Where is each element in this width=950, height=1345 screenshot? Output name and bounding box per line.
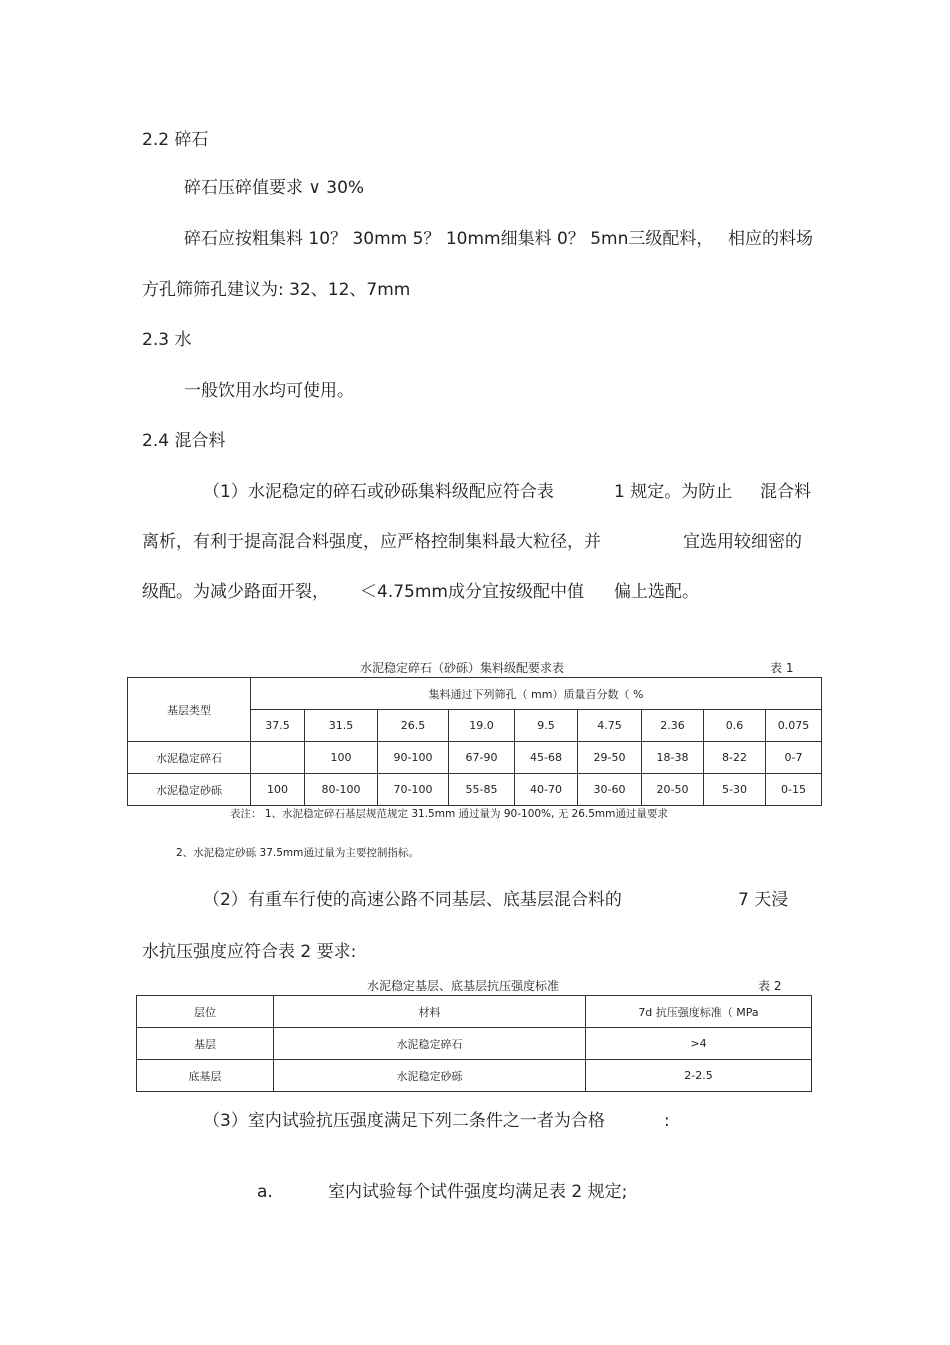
mix-para1-line3-mid: ＜4.75mm成分宜按级配中值 [360,582,584,602]
table-cell: 8-22 [704,742,766,774]
table1-note-1: 表注： 1、水泥稳定碎石基层规范规定 31.5mm 通过量为 90-100%, 无 26.5mm通过量要求 [230,808,668,820]
table-cell: 30-60 [578,774,642,806]
type-header: 基层类型 [128,678,251,742]
table-cell: 67-90 [449,742,515,774]
criteria-para: （3）室内试验抗压强度满足下列二条件之一者为合格 [203,1111,605,1131]
section-heading-2-2: 2.2 碎石 [142,130,209,150]
table-cell: 90-100 [378,742,449,774]
strength-para-line1-end: 7 天浸 [738,890,789,910]
section-heading-2-3: 2.3 水 [142,330,192,350]
table-cell: 29-50 [578,742,642,774]
table-cell: 2-2.5 [586,1060,812,1092]
mix-para1-line1-end: 混合料 [760,482,811,502]
strength-para-line1: （2）有重车行使的高速公路不同基层、底基层混合料的 [203,890,622,910]
strength-table [136,995,812,1092]
table-row [128,742,822,774]
sieve-size-cell: 4.75 [578,710,642,742]
grading-table [127,677,822,806]
table-cell: 20-50 [642,774,704,806]
list-item-marker: a. [257,1182,273,1202]
sieve-size-cell: 19.0 [449,710,515,742]
table-header-row [137,996,812,1028]
table-cell: 40-70 [515,774,578,806]
table-cell: 55-85 [449,774,515,806]
sieve-size-cell: 37.5 [251,710,305,742]
table-cell: 5-30 [704,774,766,806]
sieve-size-cell: 9.5 [515,710,578,742]
table-row [128,774,822,806]
water-text: 一般饮用水均可使用。 [184,381,354,401]
table-cell: 水泥稳定碎石 [274,1028,586,1060]
grading-text-line2: 方孔筛筛孔建议为: 32、12、7mm [142,280,411,300]
table-cell: 0-15 [766,774,822,806]
table-cell: 水泥稳定砂砾 [274,1060,586,1092]
sieve-size-cell: 31.5 [305,710,378,742]
column-header: 材料 [274,996,586,1028]
row-label: 水泥稳定砂砾 [128,774,251,806]
strength-para-line2: 水抗压强度应符合表 2 要求: [142,942,357,962]
sieve-span-header: 集料通过下列筛孔（ mm）质量百分数（ % [251,678,822,710]
sieve-size-cell: 0.075 [766,710,822,742]
row-label: 水泥稳定碎石 [128,742,251,774]
mix-para1-line1-mid: 1 规定。为防止 [614,482,733,502]
table-cell: 底基层 [137,1060,274,1092]
mix-para1-line2: 离析，有利于提高混合料强度，应严格控制集料最大粒径，并 [142,532,601,552]
sieve-size-cell: 26.5 [378,710,449,742]
table-cell: 0-7 [766,742,822,774]
table-row [137,1028,812,1060]
table-cell: >4 [586,1028,812,1060]
table1-number: 表 1 [770,661,794,675]
table-cell: 70-100 [378,774,449,806]
table-cell: 100 [305,742,378,774]
grading-text-line1-end: 相应的料场 [728,229,813,249]
column-header: 7d 抗压强度标准（ MPa [586,996,812,1028]
criteria-para-colon: : [664,1111,670,1131]
table-row [137,1060,812,1092]
table-cell: 80-100 [305,774,378,806]
table-cell: 18-38 [642,742,704,774]
table-cell [251,742,305,774]
table-cell: 45-68 [515,742,578,774]
mix-para1-line1: （1）水泥稳定的碎石或砂砾集料级配应符合表 [203,482,554,502]
table1-note-2: 2、水泥稳定砂砾 37.5mm通过量为主要控制指标。 [176,847,419,859]
mix-para1-line2-end: 宜选用较细密的 [683,532,802,552]
column-header: 层位 [137,996,274,1028]
table2-number: 表 2 [758,979,782,993]
table1-caption: 水泥稳定碎石（砂砾）集料级配要求表 [360,661,565,675]
mix-para1-line3-end: 偏上选配。 [614,582,699,602]
sieve-size-cell: 2.36 [642,710,704,742]
table2-caption: 水泥稳定基层、底基层抗压强度标准 [367,979,560,993]
crush-value-requirement: 碎石压碎值要求 ∨ 30% [184,178,365,198]
table-cell: 100 [251,774,305,806]
list-item-text: 室内试验每个试件强度均满足表 2 规定; [328,1182,628,1202]
sieve-size-cell: 0.6 [704,710,766,742]
mix-para1-line3: 级配。为减少路面开裂， [142,582,329,602]
grading-text-line1: 碎石应按粗集料 10？ 30mm 5？ 10mm细集料 0？ 5mn三级配料， [184,229,714,249]
section-heading-2-4: 2.4 混合料 [142,431,226,451]
table-cell: 基层 [137,1028,274,1060]
